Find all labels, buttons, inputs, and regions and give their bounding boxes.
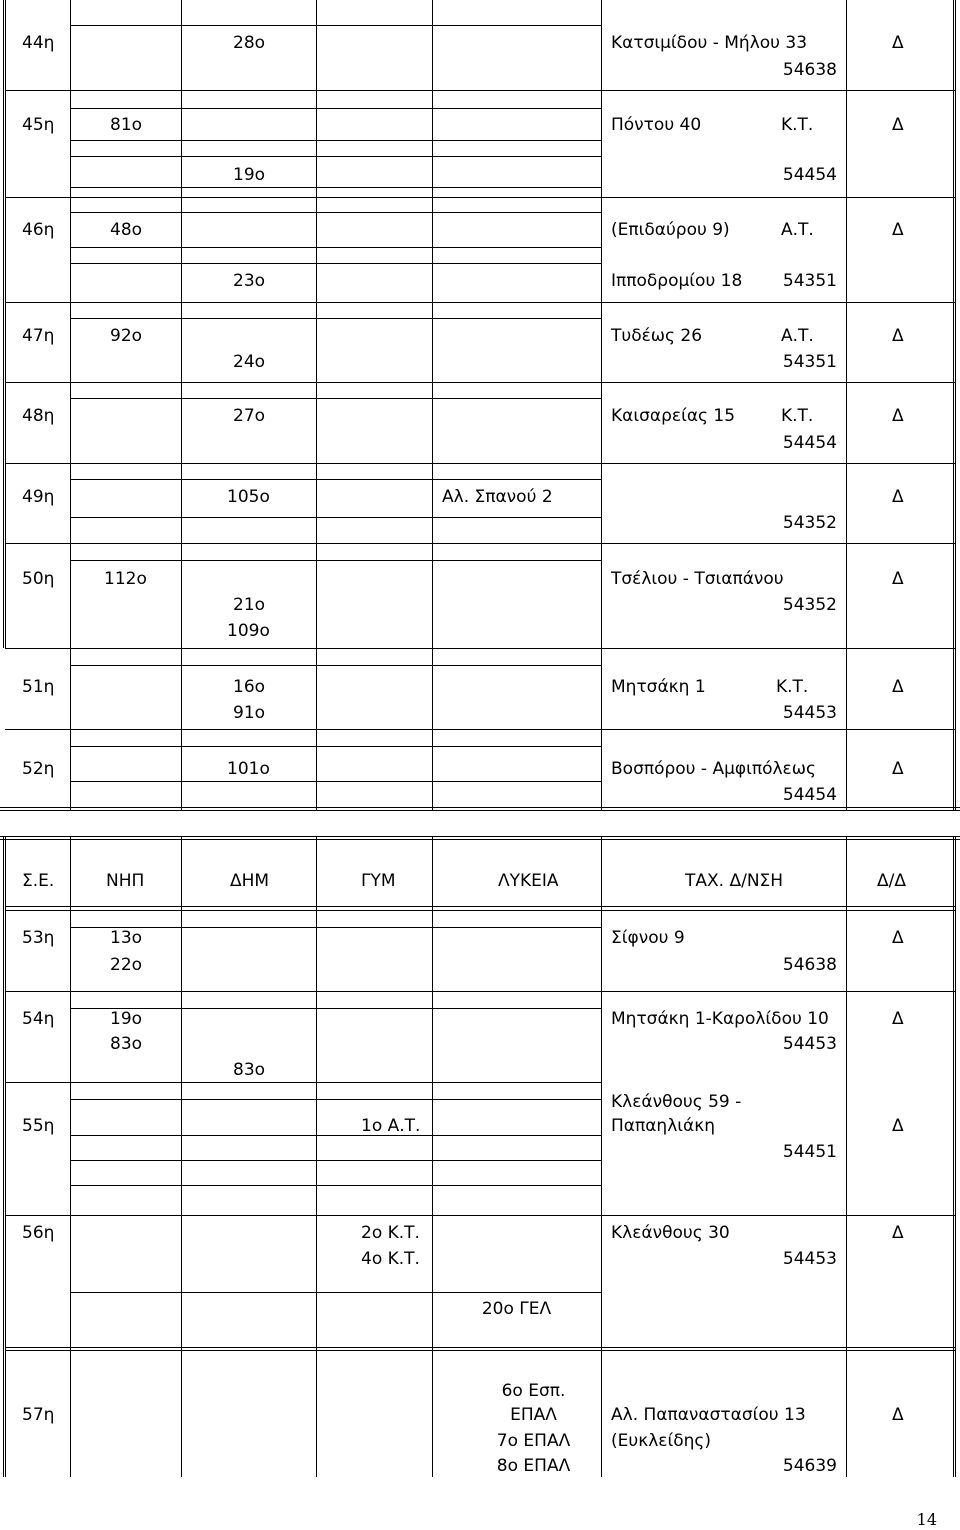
district-letter: Δ (892, 220, 904, 240)
school-number: ΕΠΑΛ (510, 1405, 557, 1425)
row-number: 52η (22, 759, 55, 779)
school-number: 48ο (110, 220, 143, 240)
row-number: 51η (22, 677, 55, 697)
district-letter: Δ (892, 487, 904, 507)
row-number: 56η (22, 1223, 55, 1243)
school-number: 7ο ΕΠΑΛ (496, 1431, 571, 1451)
school-number: 92ο (110, 326, 143, 346)
row-number: 49η (22, 487, 55, 507)
school-number: 21ο (233, 595, 266, 615)
district-letter: Δ (892, 1116, 904, 1136)
school-number: 1ο Α.Τ. (361, 1116, 421, 1136)
row-number: 44η (22, 33, 55, 53)
district-code: Κ.Τ. (781, 406, 814, 426)
school-number: 13ο (110, 928, 143, 948)
address: Τυδέως 26 (611, 326, 703, 346)
district-code: Α.Τ. (781, 220, 814, 240)
district-letter: Δ (892, 1405, 904, 1425)
school-number: 81ο (110, 115, 143, 135)
row-number: 46η (22, 220, 55, 240)
district-letter: Δ (892, 115, 904, 135)
column-header: ΤΑΧ. Δ/ΝΣΗ (685, 871, 784, 891)
school-number: 19ο (110, 1009, 143, 1029)
postal-code: 54352 (782, 595, 837, 615)
district-letter: Δ (892, 1009, 904, 1029)
school-number: 109ο (227, 621, 270, 641)
school-number: 19ο (233, 165, 266, 185)
district-letter: Δ (892, 677, 904, 697)
postal-code: 54351 (782, 352, 837, 372)
row-number: 47η (22, 326, 55, 346)
address: Σίφνου 9 (611, 928, 685, 948)
postal-code: 54453 (782, 703, 837, 723)
column-header: ΛΥΚΕΙΑ (498, 871, 559, 891)
address: Κατσιμίδου - Μήλου 33 (611, 33, 808, 53)
school-number: 83ο (110, 1034, 143, 1054)
school-number: 4ο Κ.Τ. (361, 1249, 420, 1269)
postal-code: 54451 (782, 1142, 837, 1162)
postal-code: 54454 (782, 165, 837, 185)
postal-code: 54639 (782, 1456, 837, 1476)
address-line-2: (Ευκλείδης) (611, 1431, 712, 1451)
column-header: ΝΗΠ (106, 871, 145, 891)
district-letter: Δ (892, 326, 904, 346)
address-line-1: Αλ. Παπαναστασίου 13 (611, 1405, 806, 1425)
district-letter: Δ (892, 406, 904, 426)
district-letter: Δ (892, 33, 904, 53)
row-number: 54η (22, 1009, 55, 1029)
postal-code: 54352 (782, 513, 837, 533)
address: Πόντου 40 (611, 115, 702, 135)
address-line-1: Κλεάνθους 59 - (611, 1092, 742, 1112)
district-letter: Δ (892, 569, 904, 589)
postal-code: 54638 (782, 60, 837, 80)
column-header: ΓΥΜ (361, 871, 396, 891)
postal-code: 54453 (782, 1249, 837, 1269)
address: Βοσπόρου - Αμφιπόλεως (611, 759, 816, 779)
address: Ιπποδρομίου 18 (611, 271, 743, 291)
column-header: Σ.Ε. (22, 871, 55, 891)
address-line-2: Παπαηλιάκη (611, 1116, 716, 1136)
district-letter: Δ (892, 1223, 904, 1243)
address: Μητσάκη 1 (611, 677, 706, 697)
school-number: 22ο (110, 955, 143, 975)
address: Τσέλιου - Τσιαπάνου (611, 569, 784, 589)
postal-code: 54638 (782, 955, 837, 975)
postal-code: 54454 (782, 433, 837, 453)
address: (Επιδαύρου 9) (611, 220, 730, 240)
column-header: ΔΗΜ (230, 871, 270, 891)
school-number: 20ο ΓΕΛ (481, 1299, 552, 1319)
row-number: 48η (22, 406, 55, 426)
district-letter: Δ (892, 928, 904, 948)
address: Καισαρείας 15 (611, 406, 736, 426)
school-number: 16ο (233, 677, 266, 697)
row-number: 45η (22, 115, 55, 135)
school-number: 8ο ΕΠΑΛ (496, 1456, 571, 1476)
address: Κλεάνθους 30 (611, 1223, 730, 1243)
school-number: 112ο (104, 569, 147, 589)
school-number: 91ο (233, 703, 266, 723)
school-number: 6ο Εσπ. (501, 1381, 566, 1401)
school-number: 105ο (227, 487, 270, 507)
district-code: Κ.Τ. (781, 115, 814, 135)
school-number: 27ο (233, 406, 266, 426)
postal-code: 54351 (782, 271, 837, 291)
district-letter: Δ (892, 759, 904, 779)
district-code: Α.Τ. (781, 326, 814, 346)
school-number: 83ο (233, 1060, 266, 1080)
school-number: 28ο (233, 33, 266, 53)
school-number: 101ο (227, 759, 270, 779)
column-header: Δ/Δ (877, 871, 906, 891)
school-number: 2ο Κ.Τ. (361, 1223, 420, 1243)
school-number: 23ο (233, 271, 266, 291)
page-number: 14 (916, 1510, 937, 1529)
postal-code: 54453 (782, 1034, 837, 1054)
row-number: 57η (22, 1405, 55, 1425)
district-code: Κ.Τ. (776, 677, 809, 697)
address: Αλ. Σπανού 2 (442, 487, 553, 507)
address: Μητσάκη 1-Καρολίδου 10 (611, 1009, 829, 1029)
row-number: 55η (22, 1116, 55, 1136)
row-number: 50η (22, 569, 55, 589)
school-number: 24ο (233, 352, 266, 372)
postal-code: 54454 (782, 785, 837, 805)
row-number: 53η (22, 928, 55, 948)
